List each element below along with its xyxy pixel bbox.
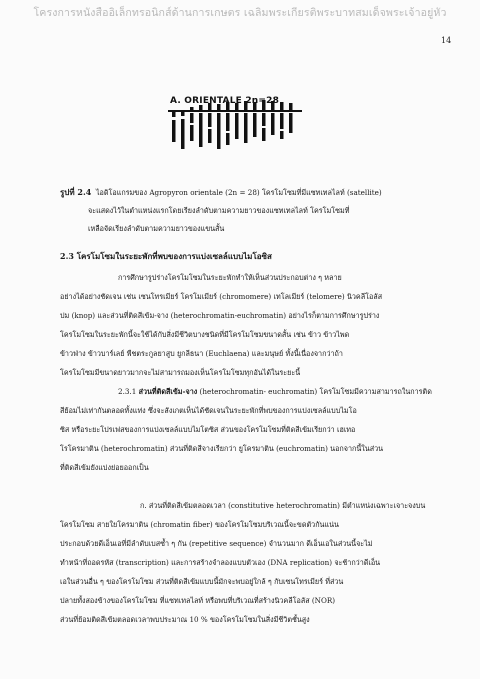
paragraph-2 [60,382,430,477]
paragraph-line: ก. ส่วนที่ติดสีเข้มตลอดเวลา (constitutive heterochromatin) มีตำแหน่งเฉพาะเจาะจงบน [140,501,426,510]
paragraph-line: ส่วนที่ย้อมติดสีเข้มตลอดเวลาพบประมาณ 10 % ของโครโมโซมในสิ่งมีชีวิตชั้นสูง [60,615,310,624]
watermark-header: โครงการหนังสืออิเล็กทรอนิกส์ด้านการเกษตร เฉลิมพระเกียรติพระบาทสมเด็จพระเจ้าอยู่หัว [33,7,447,19]
paragraph-line: ข้าวฟ่าง ข้าวบาร์เลย์ พืชตระกูลยาสูบ ยูกลีธนา (Euchlaena) และมนุษย์ ทั้งนี้เนื่องจากว่าถ้า [60,349,343,358]
paragraph-line: โครโมโซมมีขนาดยาวมากจะไม่สามารถมองเห็นโครโมโซมทุกอันได้ในระยะนี้ [60,368,301,377]
paragraph-line: ทำหน้าที่ถอดรหัส (transcription) และการสร้างจำลองแบบตัวเอง (DNA replication) จะช้ากว่าดีเอ็น [60,558,381,567]
paragraph-line [60,382,430,401]
caption-text-1: ไอดิโอแกรมของ Agropyron orientale (2n = 28) โครโมโซมที่มีแซทเทลไลท์ (satellite) [95,188,382,197]
paragraph-line: ประกอบด้วยดีเอ็นเอที่มีลำดับเบสซ้ำ ๆ กัน (repetitive sequence) จำนวนมาก ดีเอ็นเอในส่วนนี้จะไม่ [60,539,373,548]
section-heading: 2.3 โครโมโซมในระยะพักที่พบของการแบ่งเซลล์แบบไมโอซิส [60,251,272,261]
paragraph-line: อย่างได้อย่างชัดเจน เช่น เซนโทรเมียร์ โครโมเมียร์ (chromomere) เทโลเมียร์ (telomere) นิวคลีโอลัส [60,292,383,301]
paragraph-line: โรโครมาติน (heterochromatin) ส่วนที่ติดสีจางเรียกว่า ยูโครมาติน (euchromatin) นอกจากนี้ในส่วน [60,444,384,453]
paragraph-1 [60,268,430,382]
subsection-number: 2.3.1 [118,387,137,396]
paragraph-line: ซิส หรือระยะโปรเฟสของการแบ่งเซลล์แบบไมโตซิส ส่วนของโครโมโซมที่ติดสีเข้มเรียกว่า เฮเทอ [60,425,356,434]
paragraph-text: (heterochromatin- euchromatin) โครโมโซมมีความสามารถในการติด [199,387,432,396]
caption-line-1 [60,183,440,202]
paragraph-line: โครโมโซม สายใยโครมาติน (chromatin fiber) ของโครโมโซมบริเวณนี้จะขดตัวกันแน่น [60,520,339,529]
paragraph-line: ปม (knop) และส่วนที่ติดสีเข้ม-จาง (heterochromatin-euchromatin) อย่างไรก็ตามการศึกษารูปร่าง [60,311,380,320]
page-number: 14 [441,36,452,45]
paragraph-line: สีย้อมไม่เท่ากันตลอดทั้งแท่ง ซึ่งจะสังเกตเห็นได้ชัดเจนในระยะพักที่พบของการแบ่งเซลล์แบบไมโอ [60,406,357,415]
paragraph-line: เอในส่วนอื่น ๆ ของโครโมโซม ส่วนที่ติดสีเข้มแบบนี้มักจะพบอยู่ใกล้ ๆ กับเซนโทรเมียร์ ที่ส่วน [60,577,344,586]
paragraph-line: ปลายทั้งสองข้างของโครโมโซม ที่แซทเทลไลท์ หรือพบที่บริเวณที่สร้างนิวคลีโอลัส (NOR) [60,596,336,605]
figure-title: A. ORIENTALE 2n=28 [170,96,280,106]
caption-line-2: จะแสดงไว้ในตำแหน่งแรกโดยเรียงลำดับตามความยาวของแซทเทลไลท์ โครโมโซมที่ [88,206,350,215]
subsection-title: ส่วนที่ติดสีเข้ม-จาง [138,387,198,396]
paragraph-line: ที่ติดสีเข้มยังแบ่งย่อยออกเป็น [60,463,149,472]
caption-label: รูปที่ 2.4 [60,187,92,197]
figure-caption [60,183,440,238]
caption-line-3: เหลือจัดเรียงลำดับตามความยาวของแขนสั้น [88,224,225,233]
paragraph-3 [60,496,430,629]
paragraph-line: โครโมโซมในระยะพักนี้จะใช้ได้กับสิ่งมีชีวิตบางชนิดที่มีโครโมโซมขนาดสั้น เช่น ข้าว ข้าวไพด [60,330,350,339]
paragraph-line: การศึกษารูปร่างโครโมโซมในระยะพักทำให้เห็นส่วนประกอบต่าง ๆ หลาย [118,273,342,282]
